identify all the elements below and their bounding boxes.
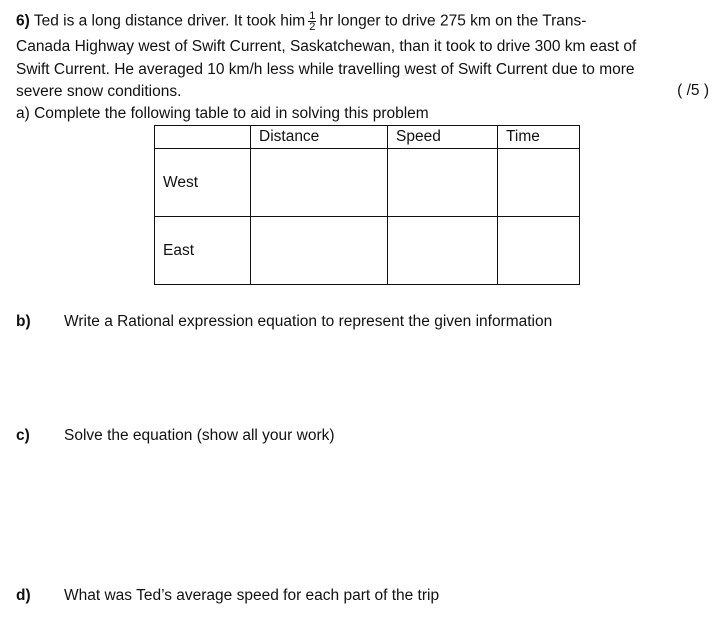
part-d-label: d) bbox=[16, 587, 31, 604]
header-distance: Distance bbox=[251, 126, 388, 149]
cell-west-speed[interactable] bbox=[388, 149, 498, 217]
question-text-1b: hr longer to drive 275 km on the Trans- bbox=[319, 12, 587, 30]
fraction-numerator: 1 bbox=[309, 10, 316, 22]
table-row-east bbox=[155, 217, 580, 285]
cell-east-speed[interactable] bbox=[388, 217, 498, 285]
cell-west-time[interactable] bbox=[498, 149, 580, 217]
header-speed: Speed bbox=[388, 126, 498, 149]
row-label-east: East bbox=[155, 217, 251, 285]
row-label-west: West bbox=[155, 149, 251, 217]
question-text-1a: Ted is a long distance driver. It took him bbox=[33, 12, 306, 30]
cell-west-distance[interactable] bbox=[251, 149, 388, 217]
part-b-text: Write a Rational expression equation to represent the given information bbox=[64, 313, 553, 330]
cell-east-time[interactable] bbox=[498, 217, 580, 285]
part-d-text: What was Ted’s average speed for each part of the trip bbox=[64, 587, 440, 604]
table-header-row bbox=[155, 126, 580, 149]
problem-table bbox=[154, 125, 580, 285]
part-a-instruction: a) Complete the following table to aid in solving this problem bbox=[16, 105, 429, 122]
question-line-1 bbox=[16, 11, 586, 32]
part-b-label: b) bbox=[16, 313, 31, 330]
part-c-text: Solve the equation (show all your work) bbox=[64, 427, 335, 444]
header-blank bbox=[155, 126, 251, 149]
question-line-3: Swift Current. He averaged 10 km/h less while travelling west of Swift Current due to more bbox=[16, 61, 635, 78]
header-time: Time bbox=[498, 126, 580, 149]
question-line-2: Canada Highway west of Swift Current, Saskatchewan, than it took to drive 300 km east of bbox=[16, 38, 637, 55]
fraction-denominator: 2 bbox=[309, 21, 316, 33]
cell-east-distance[interactable] bbox=[251, 217, 388, 285]
table-row-west bbox=[155, 149, 580, 217]
part-c-label: c) bbox=[16, 427, 30, 444]
marks-label: ( /5 ) bbox=[677, 82, 709, 99]
question-line-4: severe snow conditions. bbox=[16, 83, 182, 100]
question-number: 6) bbox=[16, 12, 30, 30]
half-fraction bbox=[308, 11, 316, 32]
